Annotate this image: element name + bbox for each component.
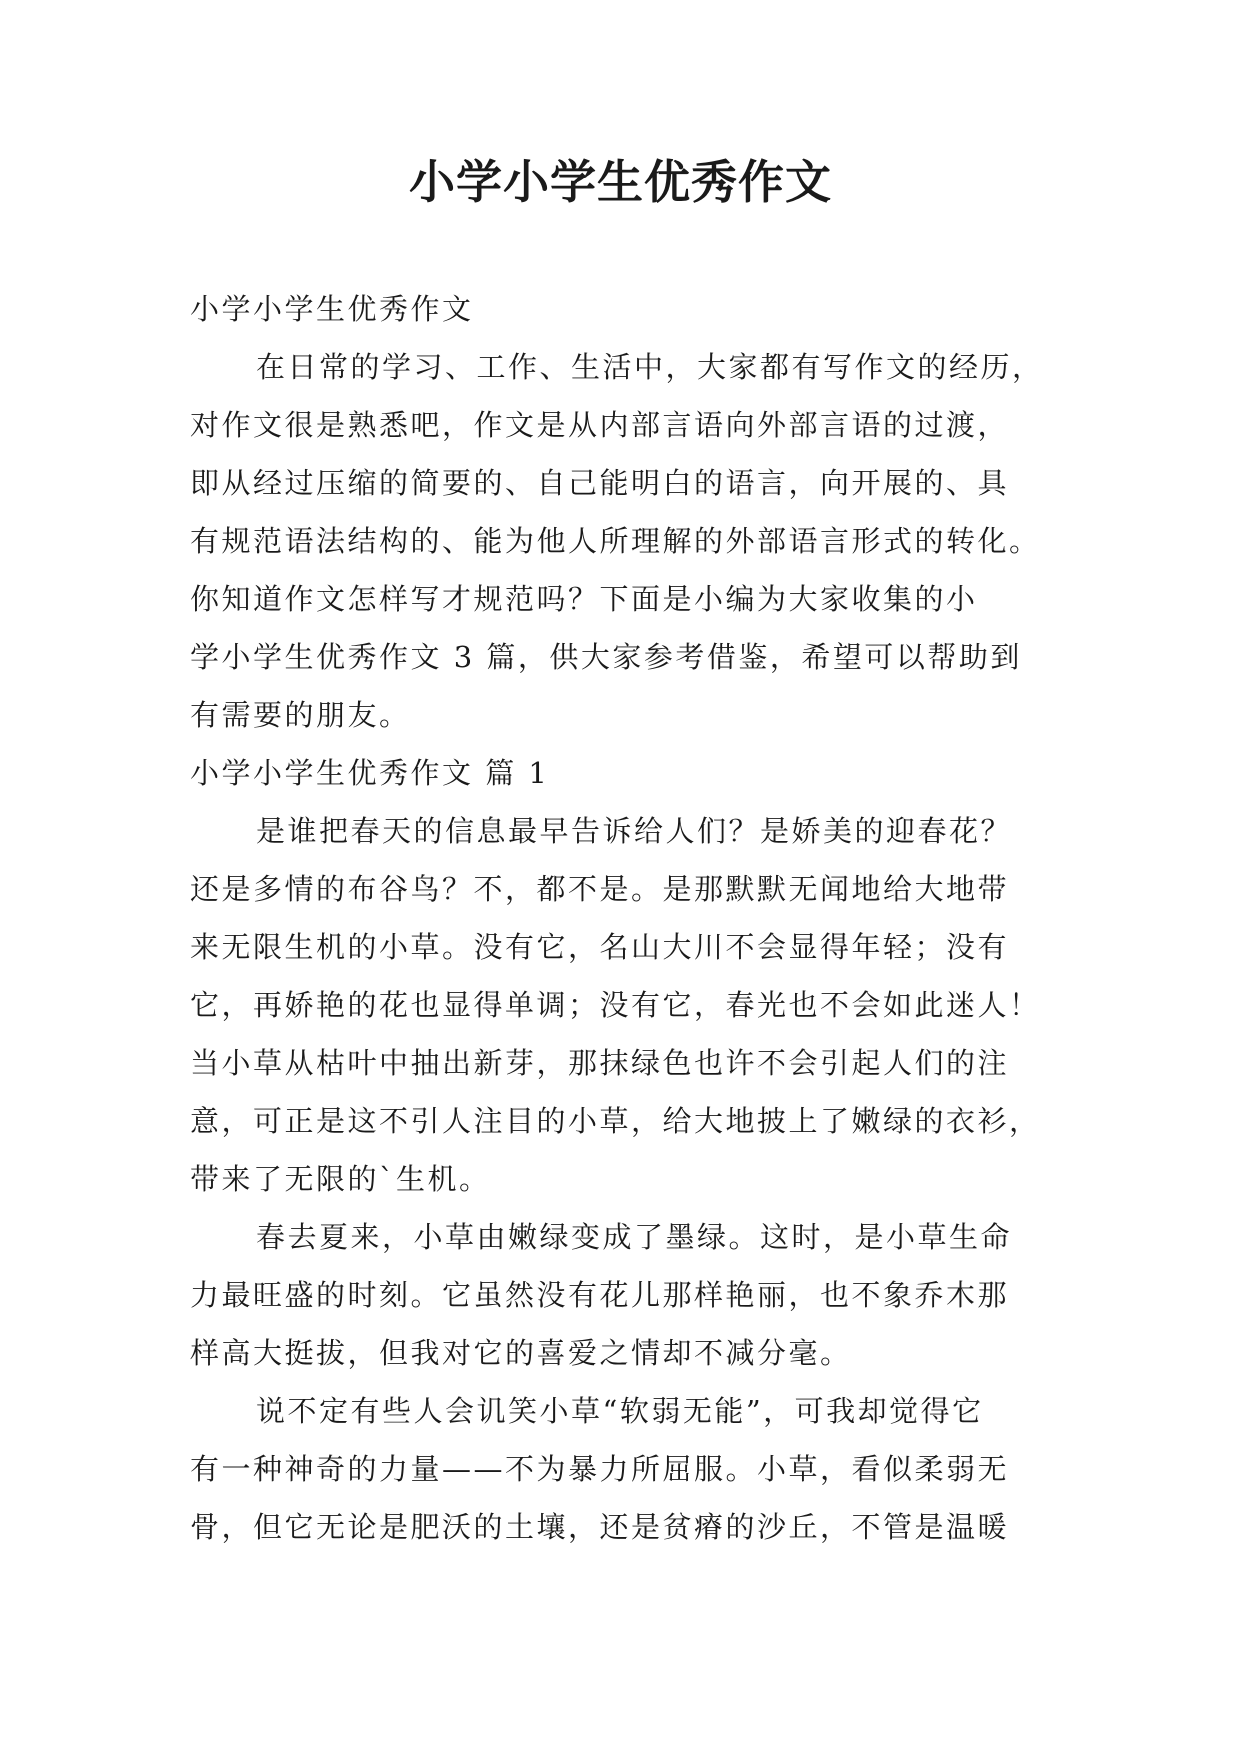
paragraph-line: 你知道作文怎样写才规范吗？下面是小编为大家收集的小 [190, 582, 978, 616]
paragraph-line: 来无限生机的小草。没有它，名山大川不会显得年轻；没有 [190, 930, 1010, 964]
paragraph-line: 即从经过压缩的简要的、自己能明白的语言，向开展的、具 [190, 466, 1010, 500]
paragraph-line: 是谁把春天的信息最早告诉给人们？是娇美的迎春花？ [256, 814, 1013, 848]
document-body [190, 280, 1060, 1556]
paragraph-line: 有一种神奇的力量——不为暴力所屈服。小草，看似柔弱无 [190, 1452, 1010, 1486]
paragraph-line: 它，再娇艳的花也显得单调；没有它，春光也不会如此迷人！ [190, 988, 1041, 1022]
paragraph-line: 样高大挺拔，但我对它的喜爱之情却不减分毫。 [190, 1336, 852, 1370]
paragraph-line: 意，可正是这不引人注目的小草，给大地披上了嫩绿的衣衫， [190, 1104, 1041, 1138]
paragraph-line: 骨，但它无论是肥沃的土壤，还是贫瘠的沙丘，不管是温暖 [190, 1510, 1010, 1544]
paragraph-line: 在日常的学习、工作、生活中，大家都有写作文的经历， [256, 350, 1044, 384]
paragraph-line: 说不定有些人会讥笑小草“软弱无能”，可我却觉得它 [256, 1394, 984, 1428]
paragraph-line: 还是多情的布谷鸟？不，都不是。是那默默无闻地给大地带 [190, 872, 1010, 906]
document-title: 小学小学生优秀作文 [409, 155, 832, 209]
paragraph-line: 带来了无限的`生机。 [190, 1162, 491, 1196]
paragraph-line: 力最旺盛的时刻。它虽然没有花儿那样艳丽，也不象乔木那 [190, 1278, 1010, 1312]
paragraph-line: 对作文很是熟悉吧，作文是从内部言语向外部言语的过渡， [190, 408, 1010, 442]
paragraph-line: 当小草从枯叶中抽出新芽，那抹绿色也许不会引起人们的注 [190, 1046, 1010, 1080]
section-heading: 小学小学生优秀作文 [190, 292, 474, 326]
paragraph-line: 学小学生优秀作文 3 篇，供大家参考借鉴，希望可以帮助到 [190, 640, 1022, 674]
paragraph-line: 春去夏来，小草由嫩绿变成了墨绿。这时，是小草生命 [256, 1220, 1013, 1254]
paragraph-line: 有规范语法结构的、能为他人所理解的外部语言形式的转化。 [190, 524, 1041, 558]
section-heading: 小学小学生优秀作文 篇 1 [190, 756, 550, 790]
paragraph-line: 有需要的朋友。 [190, 698, 411, 732]
